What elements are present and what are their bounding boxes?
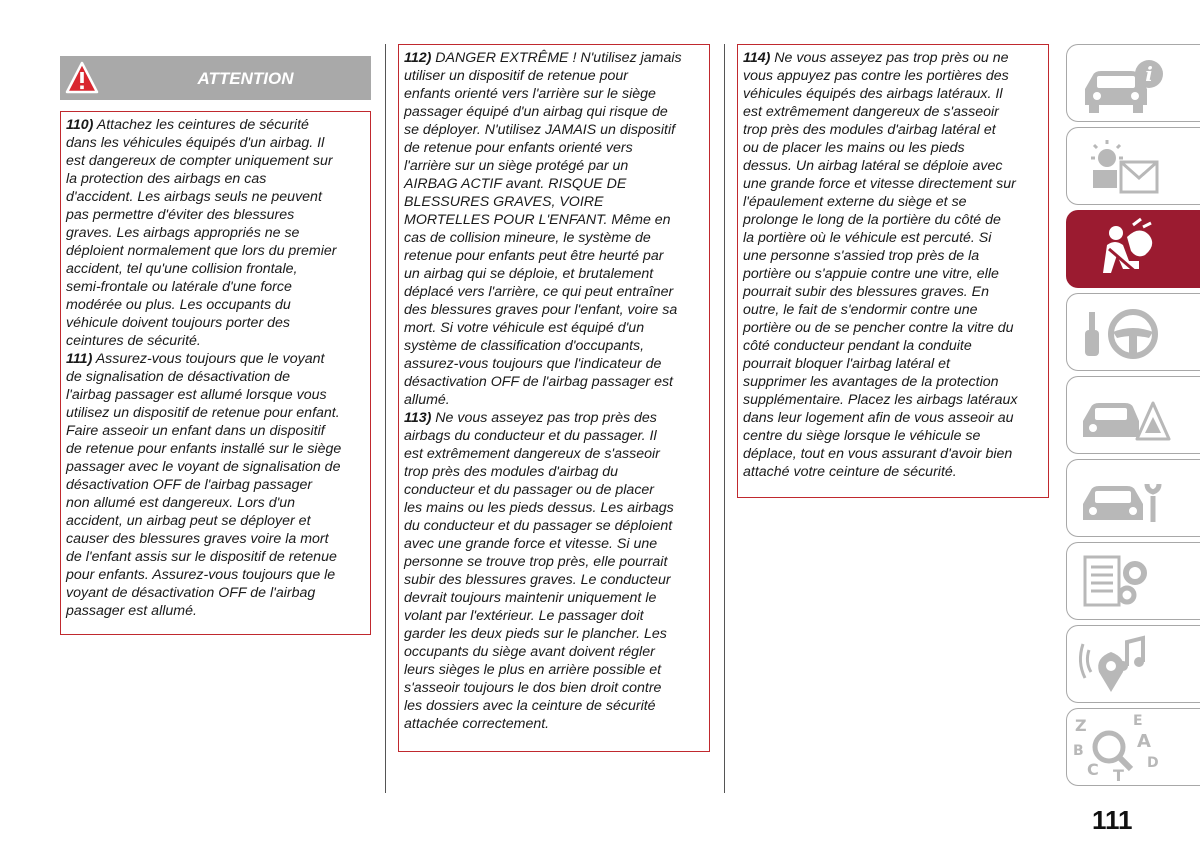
warning-number: 112)	[404, 50, 432, 66]
warning-text-line: graves. Les airbags appropriés ne se	[66, 225, 300, 241]
warning-text-line: utiliser un dispositif de retenue pour	[404, 68, 628, 84]
warning-text-line: véhicule doivent toujours porter des	[66, 315, 290, 331]
warning-text-line: s'asseoir toujours le dos bien droit contre	[404, 680, 662, 696]
warning-text-line: Faire asseoir un enfant dans un dispositif	[66, 423, 325, 439]
warning-text-line: conducteur et du passager ou de placer	[404, 482, 655, 498]
airbag-seatbelt-icon	[1067, 211, 1200, 289]
warning-text-line: centre du siège lorsque le véhicule se	[743, 428, 981, 444]
warning-number: 110)	[66, 117, 94, 133]
warning-item	[66, 350, 365, 620]
warning-text-line: causer des blessures graves voire la mort	[66, 531, 329, 547]
warning-text-line: trop près des modules d'airbag du	[404, 464, 619, 480]
page-number: 111	[1092, 805, 1133, 835]
warning-text: Ne vous asseyez pas trop près ou ne	[774, 50, 1009, 66]
warning-text-line: supprimer les avantages de la protection	[743, 374, 999, 390]
warning-text: Ne vous asseyez pas trop près des	[435, 410, 657, 426]
warning-text-line: une grande force et vitesse directement sur	[743, 176, 1016, 192]
dashboard-lights-icon	[1067, 128, 1200, 206]
warning-text: DANGER EXTRÊME ! N'utilisez jamais	[435, 50, 682, 66]
warning-text: Attachez les ceintures de sécurité	[96, 117, 309, 133]
warning-item	[404, 49, 704, 409]
index-letter: E	[1133, 713, 1143, 729]
emergency-warning-icon	[1067, 377, 1200, 455]
warning-text-line: allumé.	[404, 392, 450, 408]
warning-text-line: airbags du conducteur et du passager. Il	[404, 428, 657, 444]
tab-starting-driving[interactable]	[1066, 293, 1200, 371]
warning-text-line: devrait toujours maintenir uniquement le	[404, 590, 657, 606]
svg-text:i: i	[1145, 62, 1153, 86]
warning-text-line: outre, le fait de s'endormir contre une	[743, 302, 978, 318]
warning-box-middle	[398, 44, 710, 752]
index-icon	[1067, 709, 1200, 787]
warning-item	[404, 409, 704, 733]
warning-text-line: déploient normalement que lors du premier	[66, 243, 337, 259]
tab-car-info[interactable]	[1066, 44, 1200, 122]
warning-item	[66, 116, 365, 350]
warning-text-line: BLESSURES GRAVES, VOIRE	[404, 194, 604, 210]
tab-emergency[interactable]	[1066, 376, 1200, 454]
warning-text-line: trop près des modules d'airbag latéral et	[743, 122, 996, 138]
key-steering-wheel-icon	[1067, 294, 1200, 372]
warning-text-line: l'arrière sur un siège protégé par un	[404, 158, 629, 174]
warning-text-line: des blessures graves pour l'enfant, voire sa	[404, 302, 678, 318]
warning-text-line: l'airbag passager est allumé lorsque vous	[66, 387, 327, 403]
column-divider	[724, 44, 725, 793]
warning-triangle-icon	[64, 60, 100, 96]
warning-text-line: déplace, tout en vous assurant d'avoir bien	[743, 446, 1013, 462]
warning-text-line: les mains ou les pieds dessus. Les airbags	[404, 500, 674, 516]
warning-text-line: d'accident. Les airbags seuls ne peuvent	[66, 189, 322, 205]
tab-dashboard-lights[interactable]	[1066, 127, 1200, 205]
warning-text-line: dessus. Un airbag latéral se déploie avec	[743, 158, 1003, 174]
warning-text-line: enfants orienté vers l'arrière sur le siège	[404, 86, 656, 102]
warning-text-line: ceintures de sécurité.	[66, 333, 201, 349]
attention-title: ATTENTION	[197, 69, 294, 88]
warning-text-line: MORTELLES POUR L'ENFANT. Même en	[404, 212, 671, 228]
column-divider	[385, 44, 386, 793]
index-letter: A	[1137, 731, 1151, 752]
warning-text-line: prolonge le long de la portière du côté de	[743, 212, 1001, 228]
warning-text-line: retenue pour enfants peut être heurté par	[404, 248, 664, 264]
warning-text-line: portière ou s'appuie contre une vitre, elle	[743, 266, 999, 282]
warning-text-line: déplacé vers l'arrière, ce qui peut entraîner	[404, 284, 674, 300]
warning-text-line: se déployer. N'utilisez JAMAIS un dispositif	[404, 122, 676, 138]
warning-text-line: attaché votre ceinture de sécurité.	[743, 464, 957, 480]
warning-text-line: personne se trouve trop près, elle pourrait	[404, 554, 668, 570]
warning-text-line: désactivation OFF de l'airbag passager est	[404, 374, 674, 390]
warning-text-line: est extrêmement dangereux de s'asseoir	[743, 104, 999, 120]
warning-text-line: semi-frontale ou latérale d'une force	[66, 279, 292, 295]
warning-text-line: est extrêmement dangereux de s'asseoir	[404, 446, 660, 462]
warning-text-line: pourrait bloquer l'airbag latéral et	[743, 356, 950, 372]
warning-text-line: assurez-vous toujours que l'indicateur de	[404, 356, 662, 372]
tab-multimedia[interactable]	[1066, 625, 1200, 703]
warning-text-line: volant par l'extérieur. Le passager doit	[404, 608, 644, 624]
index-letter: B	[1073, 743, 1084, 759]
warning-text-line: pour enfants. Assurez-vous toujours que le	[66, 567, 336, 583]
warning-text-line: système de classification d'occupants,	[404, 338, 645, 354]
warning-item	[743, 49, 1043, 481]
warning-text-line: est dangereux de compter uniquement sur	[66, 153, 333, 169]
warning-text-line: pourrait subir des blessures graves. En	[743, 284, 990, 300]
index-letter: Z	[1075, 716, 1087, 735]
index-letter: T	[1113, 766, 1124, 785]
warning-text-line: accident, un airbag peut se déployer et	[66, 513, 311, 529]
warning-text-line: attachée correctement.	[404, 716, 550, 732]
warning-text-line: supplémentaire. Placez les airbags latéraux	[743, 392, 1018, 408]
warning-number: 113)	[404, 410, 432, 426]
warning-text-line: les dossiers avec la ceinture de sécurité	[404, 698, 656, 714]
warning-text-line: portière ou de se pencher contre la vitre du	[743, 320, 1014, 336]
attention-header	[60, 56, 371, 100]
warning-text-line: une personne s'assied trop près de la	[743, 248, 980, 264]
warning-text: Assurez-vous toujours que le voyant	[95, 351, 325, 367]
warning-text-line: ou de placer les mains ou les pieds	[743, 140, 965, 156]
warning-text-line: avec une grande force et vitesse. Si une	[404, 536, 658, 552]
warning-text-line: accident, tel qu'une collision frontale,	[66, 261, 298, 277]
warning-text-line: garder les deux pieds sur le plancher. Les	[404, 626, 667, 642]
car-maintenance-icon	[1067, 460, 1200, 538]
warning-text-line: non allumé est dangereux. Lors d'un	[66, 495, 296, 511]
warning-text-line: vous appuyez pas contre les portières des	[743, 68, 1009, 84]
index-letter: D	[1147, 755, 1159, 771]
tab-technical-data[interactable]	[1066, 542, 1200, 620]
tab-index[interactable]	[1066, 708, 1200, 786]
index-letter: C	[1087, 760, 1099, 779]
warning-text-line: de l'enfant assis sur le dispositif de retenue	[66, 549, 337, 565]
warning-text-line: cas de collision mineure, le système de	[404, 230, 651, 246]
warning-text-line: modérée ou plus. Les occupants du	[66, 297, 291, 313]
technical-data-icon	[1067, 543, 1200, 621]
warning-text-line: dans les véhicules équipés d'un airbag. Il	[66, 135, 325, 151]
warning-text-line: de signalisation de désactivation de	[66, 369, 291, 385]
warning-text-line: l'épaulement externe du siège et se	[743, 194, 967, 210]
warning-text-line: la portière où le véhicule est percuté. Si	[743, 230, 992, 246]
warning-text-line: leurs sièges le plus en arrière possible et	[404, 662, 662, 678]
warning-text-line: de retenue pour enfants installé sur le siège	[66, 441, 342, 457]
warning-text-line: AIRBAG ACTIF avant. RISQUE DE	[404, 176, 627, 192]
warning-number: 114)	[743, 50, 771, 66]
warning-text-line: utilisez un dispositif de retenue pour enfant.	[66, 405, 340, 421]
warning-box-left	[60, 111, 371, 635]
car-info-icon	[1067, 45, 1200, 123]
warning-text-line: désactivation OFF de l'airbag passager	[66, 477, 313, 493]
tab-safety[interactable]	[1066, 210, 1200, 288]
tab-maintenance[interactable]	[1066, 459, 1200, 537]
warning-text-line: pas permettre d'éviter des blessures	[66, 207, 295, 223]
warning-text-line: voyant de désactivation OFF de l'airbag	[66, 585, 316, 601]
warning-text-line: du conducteur et du passager se déploient	[404, 518, 673, 534]
warning-text-line: de retenue pour enfants orienté vers	[404, 140, 633, 156]
warning-box-right	[737, 44, 1049, 498]
warning-text-line: un airbag qui se déploie, et brutalement	[404, 266, 654, 282]
warning-number: 111)	[66, 351, 93, 367]
warning-text-line: subir des blessures graves. Le conducteur	[404, 572, 671, 588]
warning-text-line: passager équipé d'un airbag qui risque de	[404, 104, 668, 120]
warning-text-line: occupants du siège avant doivent régler	[404, 644, 655, 660]
warning-text-line: côté conducteur pendant la conduite	[743, 338, 972, 354]
multimedia-icon	[1067, 626, 1200, 704]
warning-text-line: dans leur logement afin de vous asseoir au	[743, 410, 1014, 426]
warning-text-line: passager est allumé.	[66, 603, 197, 619]
warning-text-line: passager avec le voyant de signalisation de	[66, 459, 341, 475]
warning-text-line: mort. Si votre véhicule est équipé d'un	[404, 320, 645, 336]
warning-text-line: véhicules équipés des airbags latéraux. Il	[743, 86, 1003, 102]
warning-text-line: la protection des airbags en cas	[66, 171, 267, 187]
